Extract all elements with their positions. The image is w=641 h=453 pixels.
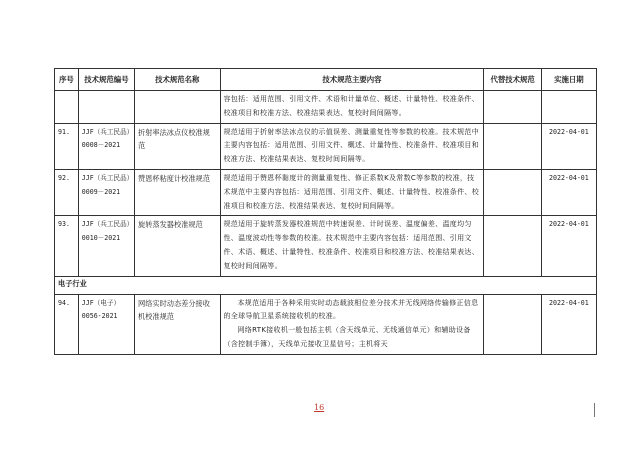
row-replaced (484, 123, 541, 169)
row-number: 94. (55, 294, 79, 354)
row-code: JJF（兵工民品）0010－2021 (78, 216, 134, 276)
header-date: 实施日期 (541, 69, 596, 91)
row-date: 2022-04-01 (541, 294, 596, 354)
row-number: 91. (55, 123, 79, 169)
header-content: 技术规范主要内容 (220, 69, 484, 91)
row-date: 2022-04-01 (541, 216, 596, 276)
row-code: JJF（兵工民品）0009－2021 (78, 169, 134, 215)
table-row (55, 169, 597, 215)
header-replaced: 代替技术规范 (484, 69, 541, 91)
row-name: 折射率法冰点仪校准规范 (135, 123, 220, 169)
table-row (55, 216, 597, 276)
header-name: 技术规范名称 (135, 69, 220, 91)
row-code: JJF（兵工民品）0008－2021 (78, 123, 134, 169)
section-row (55, 276, 597, 294)
row-code: JJF（电子）0056-2021 (78, 294, 134, 354)
table-header-row (55, 69, 597, 91)
row-name: 网络实时动态差分接收机校准规范 (135, 294, 220, 354)
row-content: 规范适用于赞恩杯黏度计的测量重复性、修正系数K及常数C等参数的校准，技术规范中主要内容包括：适用范围、引用文件、概述、计量特性、校准条件、校准项目和校准方法、校准结果表达、复校时间间隔等。 (220, 169, 484, 215)
row-content: 规范适用于旋转蒸发器校准规范中转速误差、计时误差、温度偏差、温度均匀性、温度波动性等参数的校准。技术规范中主要内容包括：适用范围、引用文件、术语、概述、计量特性、校准条件、校准项目和校准方法、校准结果表达、复校时间间隔等。 (220, 216, 484, 276)
header-code: 技术规范编号 (78, 69, 134, 91)
section-title: 电子行业 (55, 276, 597, 294)
header-no: 序号 (55, 69, 79, 91)
margin-bar (594, 403, 595, 417)
row-content-paragraph-2: 网络RTK接收机一般包括主机（含天线单元、无线通信单元）和辅助设备（含控制手簿），天线单元接收卫星信号；主机将天 (223, 326, 471, 348)
page-number: 16 (314, 403, 325, 412)
row-number: 92. (55, 169, 79, 215)
table-row (55, 294, 597, 354)
row-replaced (484, 169, 541, 215)
row-content-paragraph-1: 本规范适用于各种采用实时动态载波相位差分技术并无线网络传输修正信息的全球导航卫星系统接收机的校准。 (223, 298, 479, 321)
row-date: 2022-04-01 (541, 169, 596, 215)
row-replaced (484, 216, 541, 276)
row-content: 规范适用于折射率法冰点仪的示值误差、测量重复性等参数的校准。技术规范中主要内容包括：适用范围、引用文件、概述、计量特性、校准条件、校准项目和校准方法、校准结果表达、复校时间间隔等。 (220, 123, 484, 169)
row-number: 93. (55, 216, 79, 276)
table-row (55, 123, 597, 169)
row-content: 容包括：适用范围、引用文件、术语和计量单位、概述、计量特性、校准条件、校准项目和校准方法、校准结果表达、复校时间间隔等。 (220, 91, 484, 124)
row-name: 旋转蒸发器校准规范 (135, 216, 220, 276)
table-row-continued (55, 91, 597, 124)
row-content (220, 294, 484, 354)
spec-table (54, 68, 597, 355)
row-replaced (484, 294, 541, 354)
row-date: 2022-04-01 (541, 123, 596, 169)
row-name: 赞恩杯粘度计校准规范 (135, 169, 220, 215)
